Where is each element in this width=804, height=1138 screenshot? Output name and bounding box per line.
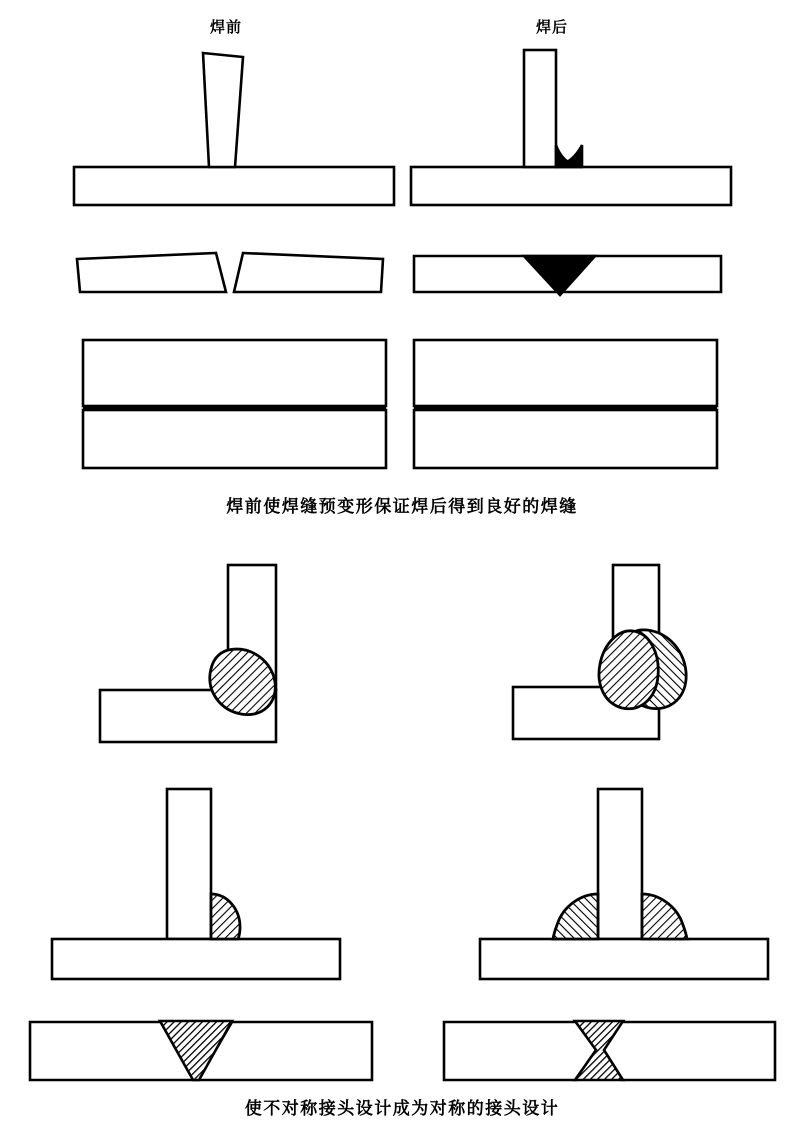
fig-row-1-left (74, 53, 394, 205)
label-before-weld: 焊前 (209, 20, 242, 36)
fig-row-1-right (411, 50, 731, 205)
caption-bottom: 使不对称接头设计成为对称的接头设计 (244, 1099, 560, 1118)
label-after-weld: 焊后 (535, 20, 568, 36)
fig-row-2-right (414, 256, 721, 295)
fig-row-3-left (83, 340, 386, 468)
fig-row-5-right (480, 789, 768, 979)
fig-row-6-left (30, 1021, 372, 1080)
fig-row-2-left (77, 253, 383, 292)
fig-row-6-right (444, 1021, 775, 1080)
fig-row-5-left (52, 789, 340, 979)
fig-row-3-right (414, 340, 717, 468)
fig-row-4-right (513, 565, 686, 739)
fig-row-4-left (100, 565, 276, 742)
caption-middle: 焊前使焊缝预变形保证焊后得到良好的焊缝 (226, 497, 578, 516)
